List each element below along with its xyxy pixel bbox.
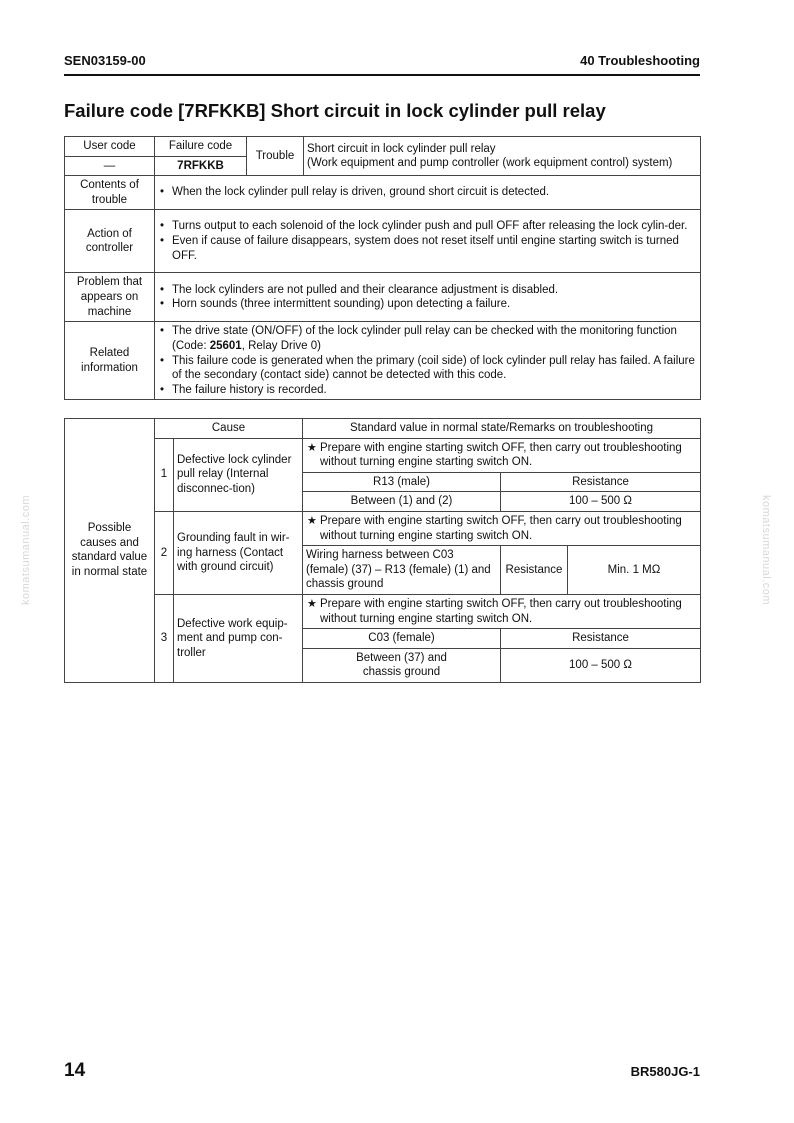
trouble-line-2: (Work equipment and pump controller (work equipment control) system) (307, 157, 673, 170)
action-item: • Turns output to each solenoid of the lock cylinder push and pull OFF after releasing the lock cylin-der. (158, 219, 697, 234)
trouble-label: Trouble (247, 137, 304, 176)
measure-point: Wiring harness between C03 (female) (37) – R13 (female) (1) and chassis ground (303, 546, 501, 595)
watermark-right: komatsumanual.com (760, 495, 772, 605)
page-number: 14 (64, 1060, 86, 1081)
related-item: • This failure code is generated when the primary (coil side) of lock cylinder pull relay has failed. A failure of the secondary (contact side) cannot be detected with this code. (158, 354, 697, 383)
measure-header: Resistance (501, 472, 701, 492)
model-code: BR580JG-1 (630, 1064, 700, 1079)
page-title: Failure code [7RFKKB] Short circuit in lock cylinder pull relay (64, 100, 606, 121)
prep-note (303, 438, 701, 472)
cause-header: Cause (155, 419, 303, 439)
measure-header: Resistance (501, 546, 568, 595)
cause-table (64, 418, 701, 683)
contents-label: Contents of trouble (65, 176, 155, 210)
related-cell (155, 322, 701, 400)
connector-header: C03 (female) (303, 629, 501, 649)
standard-value: 100 – 500 Ω (501, 648, 701, 682)
cause-number: 2 (155, 511, 174, 594)
section-title: 40 Troubleshooting (580, 53, 700, 68)
user-code-value: — (65, 156, 155, 176)
cause-number: 3 (155, 594, 174, 682)
problem-label: Problem that appears on machine (65, 273, 155, 322)
measure-point: Between (37) and chassis ground (303, 648, 501, 682)
contents-item: • When the lock cylinder pull relay is driven, ground short circuit is detected. (158, 185, 697, 200)
standard-value: Min. 1 MΩ (568, 546, 701, 595)
related-item: • The failure history is recorded. (158, 383, 697, 398)
action-label: Action of controller (65, 210, 155, 273)
user-code-label: User code (65, 137, 155, 157)
cause-description: Defective lock cylinder pull relay (Internal disconnec-tion) (174, 438, 303, 511)
star-icon: ★ Prepare with engine starting switch OFF, then carry out troubleshooting without turning engine starting switch ON. (306, 514, 697, 543)
connector-header: R13 (male) (303, 472, 501, 492)
related-label: Related information (65, 322, 155, 400)
problem-item: • Horn sounds (three intermittent sounding) upon detecting a failure. (158, 297, 697, 312)
problem-cell (155, 273, 701, 322)
watermark-left: komatsumanual.com (20, 495, 32, 605)
trouble-line-1: Short circuit in lock cylinder pull relay (307, 142, 496, 155)
star-icon: ★ Prepare with engine starting switch OFF, then carry out troubleshooting without turning engine starting switch ON. (306, 441, 697, 470)
failure-info-table (64, 136, 701, 400)
possible-causes-label: Possible causes and standard value in normal state (65, 419, 155, 683)
monitoring-code: 25601 (209, 339, 242, 352)
measure-header: Resistance (501, 629, 701, 649)
header-divider (64, 74, 700, 76)
action-cell (155, 210, 701, 273)
trouble-description (304, 137, 701, 176)
prep-note (303, 594, 701, 628)
star-icon: ★ Prepare with engine starting switch OFF, then carry out troubleshooting without turning engine starting switch ON. (306, 597, 697, 626)
related-text-a: The drive state (ON/OFF) of the lock cylinder pull relay can be checked with the monitoring function (Code: (172, 325, 677, 352)
problem-item: • The lock cylinders are not pulled and their clearance adjustment is disabled. (158, 283, 697, 298)
failure-code-label: Failure code (155, 137, 247, 157)
action-item: • Even if cause of failure disappears, system does not reset itself until engine starting switch is turned OFF. (158, 234, 697, 263)
prep-note (303, 511, 701, 545)
measure-point: Between (1) and (2) (303, 492, 501, 512)
related-item (158, 324, 697, 353)
remarks-header: Standard value in normal state/Remarks on troubleshooting (303, 419, 701, 439)
doc-code: SEN03159-00 (64, 53, 146, 68)
contents-cell (155, 176, 701, 210)
standard-value: 100 – 500 Ω (501, 492, 701, 512)
related-text-c: , Relay Drive 0) (241, 339, 321, 352)
cause-description: Grounding fault in wir-ing harness (Contact with ground circuit) (174, 511, 303, 594)
cause-number: 1 (155, 438, 174, 511)
failure-code-value: 7RFKKB (155, 156, 247, 176)
cause-description: Defective work equip-ment and pump con-troller (174, 594, 303, 682)
